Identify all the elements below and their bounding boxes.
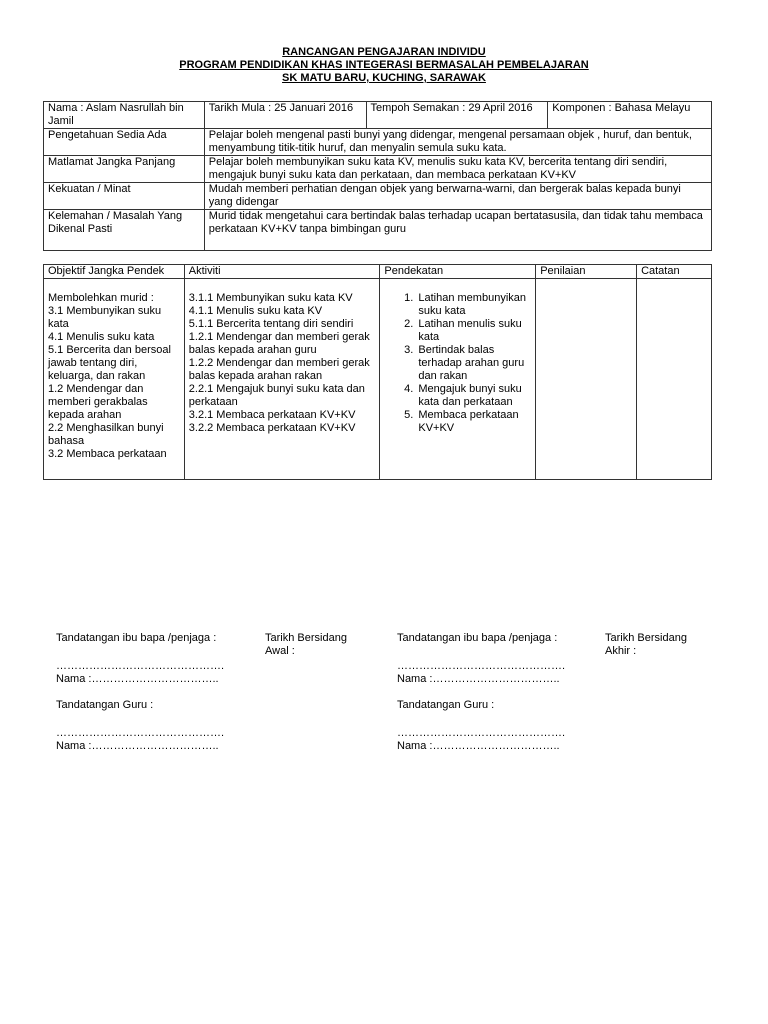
penilaian-cell [536, 279, 637, 480]
signature-line: ………………………………………. [397, 727, 566, 739]
student-info-table [43, 101, 712, 251]
aktiviti-item: 1.2.2 Mendengar dan memberi gerak balas kepada arahan rakan [188, 357, 370, 382]
signature-line: ………………………………………. [56, 660, 225, 672]
aktiviti-item: 1.2.1 Mendengar dan memberi gerak balas kepada arahan guru [188, 331, 370, 356]
pendekatan-list [384, 292, 531, 435]
pendekatan-item: 3. Bertindak balas terhadap arahan guru dan rakan [416, 344, 531, 383]
name-line: Nama :…………………………….. [397, 740, 560, 752]
row-value: Pelajar boleh membunyikan suku kata KV, menulis suku kata KV, bercerita tentang diri sendiri, mengajuk bunyi suku kata dan perkataan, dan membaca perkataan KV+KV [204, 156, 711, 183]
header-objektif: Objektif Jangka Pendek [44, 265, 185, 279]
header-pendekatan: Pendekatan [380, 265, 536, 279]
student-name: Nama : Aslam Nasrullah bin Jamil [44, 102, 205, 129]
title-line-1: RANCANGAN PENGAJARAN INDIVIDU [282, 46, 486, 58]
teacher-signature-label-start: Tandatangan Guru : [56, 699, 154, 711]
name-line: Nama :…………………………….. [397, 673, 560, 685]
title-line-3: SK MATU BARU, KUCHING, SARAWAK [282, 72, 486, 84]
objektif-item: 2.2 Menghasilkan bunyi bahasa [48, 422, 164, 447]
parent-signature-label-end: Tandatangan ibu bapa /penjaga : [397, 632, 558, 644]
pendekatan-item: 4. Mengajuk bunyi suku kata dan perkataan [416, 383, 531, 409]
header-catatan: Catatan [637, 265, 712, 279]
row-label: Matlamat Jangka Panjang [44, 156, 205, 183]
objektif-intro: Membolehkan murid : [48, 292, 154, 304]
objektif-item: 3.1 Membunyikan suku kata [48, 305, 162, 330]
start-date: Tarikh Mula : 25 Januari 2016 [204, 102, 366, 129]
aktiviti-item: 2.2.1 Mengajuk bunyi suku kata dan perkataan [188, 383, 365, 408]
aktiviti-item: 4.1.1 Menulis suku kata KV [188, 305, 323, 317]
objektif-item: 3.2 Membaca perkataan [48, 448, 167, 460]
teacher-signature-label-end: Tandatangan Guru : [397, 699, 495, 711]
name-line: Nama :…………………………….. [56, 673, 219, 685]
signature-line: ………………………………………. [397, 660, 566, 672]
pendekatan-item: 5. Membaca perkataan KV+KV [416, 409, 531, 435]
pendekatan-item: 2. Latihan menulis suku kata [416, 318, 531, 344]
header-penilaian: Penilaian [536, 265, 637, 279]
parent-signature-label-start: Tandatangan ibu bapa /penjaga : [56, 632, 217, 644]
objektif-item: 1.2 Mendengar dan memberi gerakbalas kepada arahan [48, 383, 148, 421]
date-start-label: Tarikh Bersidang Awal : [265, 632, 347, 657]
row-label: Kekuatan / Minat [44, 183, 205, 210]
review-date: Tempoh Semakan : 29 April 2016 [366, 102, 548, 129]
objektif-item: 4.1 Menulis suku kata [48, 331, 155, 343]
objektif-item: 5.1 Bercerita dan bersoal jawab tentang diri, keluarga, dan rakan [48, 344, 171, 382]
aktiviti-item: 5.1.1 Bercerita tentang diri sendiri [188, 318, 354, 330]
row-label: Pengetahuan Sedia Ada [44, 129, 205, 156]
row-value: Mudah memberi perhatian dengan objek yang berwarna-warni, dan bergerak balas kepada bunyi yang didengar [204, 183, 711, 210]
row-value: Murid tidak mengetahui cara bertindak balas terhadap ucapan bertatasusila, dan tidak tahu membaca perkataan KV+KV tanpa bimbingan guru [204, 210, 711, 251]
title-line-2: PROGRAM PENDIDIKAN KHAS INTEGERASI BERMASALAH PEMBELAJARAN [179, 59, 589, 71]
row-value: Pelajar boleh mengenal pasti bunyi yang didengar, mengenal persamaan objek , huruf, dan bentuk, menyambung titik-titik huruf, dan menyalin semula suku kata. [204, 129, 711, 156]
component: Komponen : Bahasa Melayu [548, 102, 712, 129]
aktiviti-item: 3.2.2 Membaca perkataan KV+KV [188, 422, 356, 434]
teaching-plan-table [43, 264, 712, 480]
date-end-label: Tarikh Bersidang Akhir : [605, 632, 687, 657]
row-label: Kelemahan / Masalah Yang Dikenal Pasti [44, 210, 205, 251]
objektif-cell [44, 279, 185, 480]
aktiviti-item: 3.1.1 Membunyikan suku kata KV [188, 292, 353, 304]
catatan-cell [637, 279, 712, 480]
signature-line: ………………………………………. [56, 727, 225, 739]
pendekatan-cell [380, 279, 536, 480]
header-aktiviti: Aktiviti [184, 265, 380, 279]
aktiviti-cell [184, 279, 380, 480]
aktiviti-item: 3.2.1 Membaca perkataan KV+KV [188, 409, 356, 421]
name-line: Nama :…………………………….. [56, 740, 219, 752]
pendekatan-item: 1. Latihan membunyikan suku kata [416, 292, 531, 318]
document-titles [0, 46, 768, 85]
